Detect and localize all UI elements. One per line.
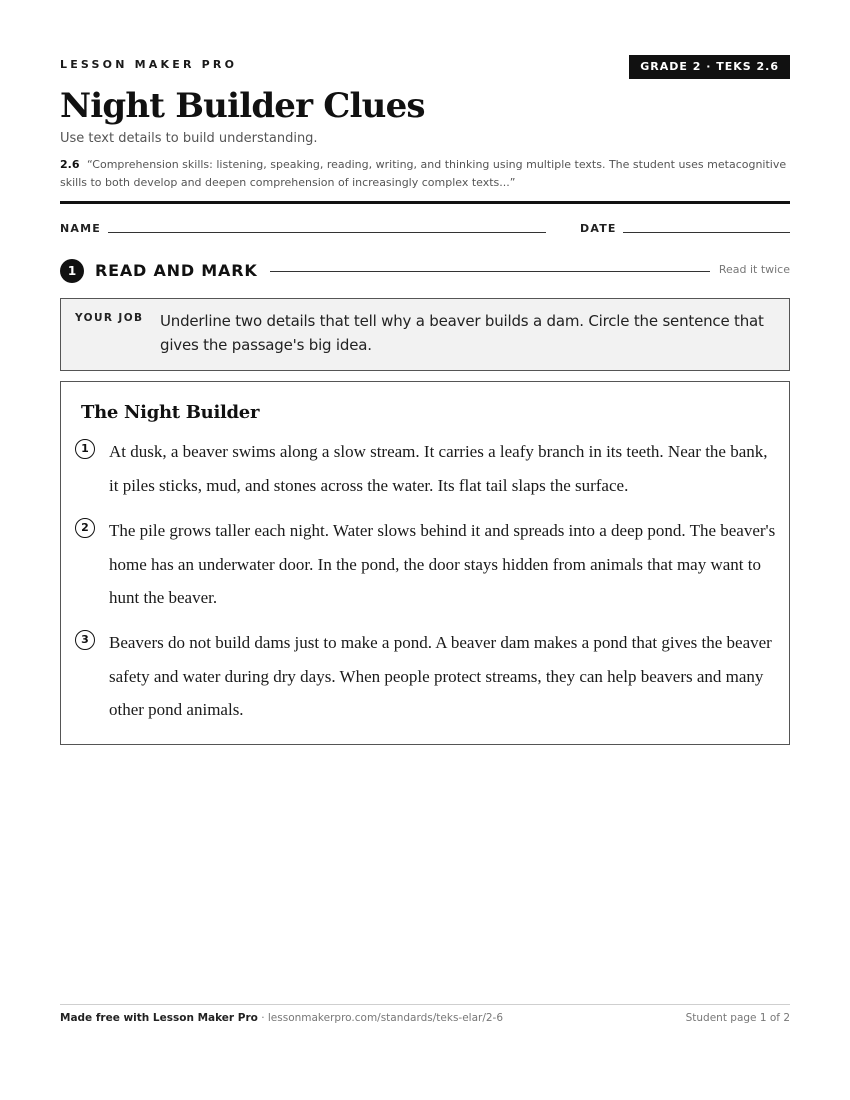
page-subtitle: Use text details to build understanding.: [60, 131, 318, 146]
footer-url[interactable]: lessonmakerpro.com/standards/teks-elar/2-6: [267, 1012, 504, 1024]
date-label: DATE: [580, 222, 617, 235]
paragraph-number-icon: 2: [75, 518, 95, 538]
passage-title: The Night Builder: [81, 402, 260, 423]
paragraph-text: At dusk, a beaver swims along a slow stream. It carries a leafy branch in its teeth. Near the bank, it piles sticks, mud, and stones across the water. Its flat tail slaps the surface.: [109, 442, 768, 495]
brand-name: LESSON MAKER PRO: [60, 58, 238, 71]
date-write-line[interactable]: [623, 232, 790, 233]
footer-divider: [60, 1004, 790, 1005]
header-divider: [60, 201, 790, 204]
section-note: Read it twice: [718, 263, 790, 276]
paragraph-number-icon: 1: [75, 439, 95, 459]
paragraph-text: Beavers do not build dams just to make a pond. A beaver dam makes a pond that gives the beaver safety and water during dry days. When people protect streams, they can help beavers and many other pond animals.: [109, 633, 772, 719]
task-instructions-box: [60, 298, 790, 371]
standard-description: [60, 156, 790, 191]
footer-credit: [60, 1012, 503, 1024]
footer-separator: ·: [257, 1012, 268, 1024]
name-label: NAME: [60, 222, 101, 235]
grade-badge: GRADE 2 · TEKS 2.6: [629, 55, 790, 79]
section-number-badge: 1: [60, 259, 84, 283]
name-write-line[interactable]: [108, 232, 546, 233]
task-label: YOUR JOB: [75, 312, 144, 324]
standard-text: “Comprehension skills: listening, speaking, reading, writing, and thinking using multiple texts. The student uses metacognitive skills to both develop and deepen comprehension of increasingly complex texts...”: [60, 158, 787, 189]
footer-page-number: Student page 1 of 2: [685, 1012, 790, 1024]
section-divider: [270, 271, 710, 272]
standard-code: 2.6: [60, 158, 80, 171]
paragraph-number-icon: 3: [75, 630, 95, 650]
worksheet-page: [60, 0, 790, 1100]
reading-passage: [60, 381, 790, 745]
section-title: READ AND MARK: [95, 261, 258, 280]
paragraph-text: The pile grows taller each night. Water slows behind it and spreads into a deep pond. The beaver's home has an underwater door. In the pond, the door stays hidden from animals that may want to hunt the beaver.: [109, 521, 776, 607]
task-text: Underline two details that tell why a beaver builds a dam. Circle the sentence that gives the passage's big idea.: [160, 312, 764, 354]
footer-made-with: Made free with Lesson Maker Pro: [60, 1012, 258, 1024]
page-title: Night Builder Clues: [60, 86, 425, 126]
